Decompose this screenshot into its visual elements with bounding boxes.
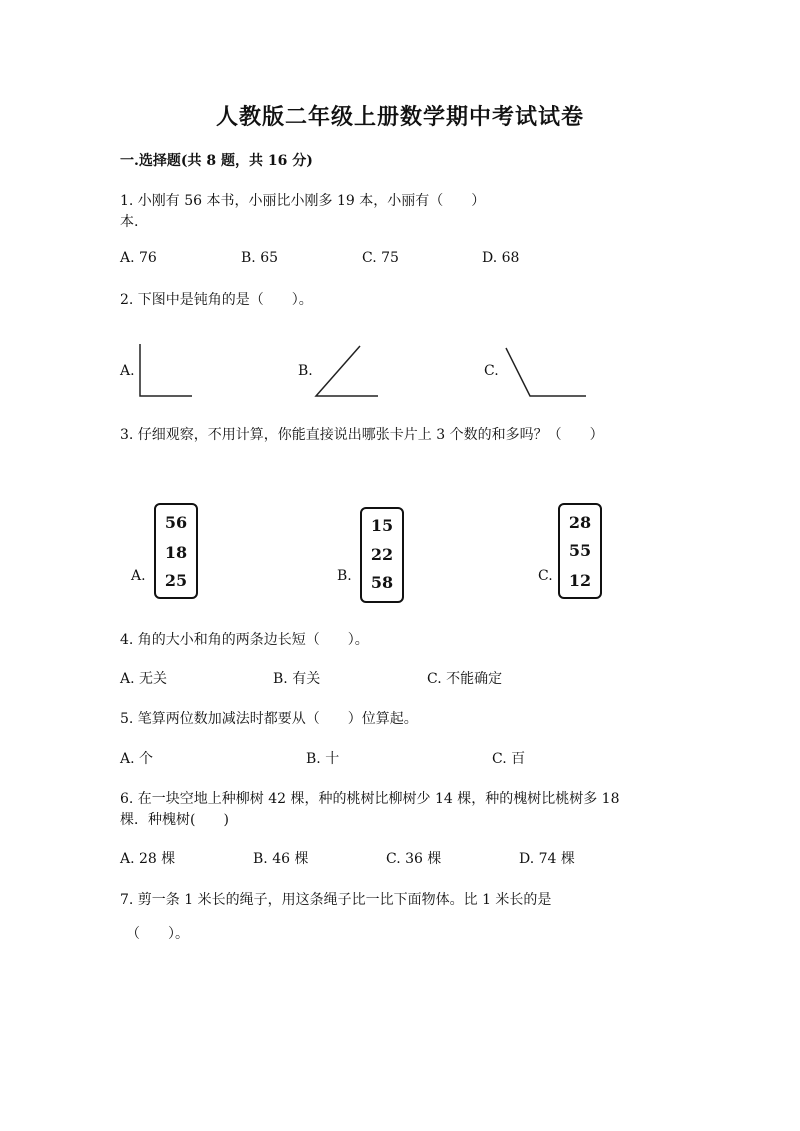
q2-option-a: A. — [120, 363, 135, 379]
q3-option-c: C. — [538, 568, 553, 584]
q2-option-b: B. — [298, 363, 313, 379]
q1-option-b: B. 65 — [241, 250, 279, 266]
card-a-number-1: 56 — [164, 513, 188, 532]
question-7-line-1: 7. 剪一条 1 米长的绳子，用这条绳子比一比下面物体。比 1 米长的是 — [120, 892, 552, 908]
card-c-number-1: 28 — [568, 513, 592, 532]
question-5: 5. 笔算两位数加减法时都要从（ ）位算起。 — [120, 711, 418, 727]
card-c-number-2: 55 — [568, 541, 592, 560]
question-1-line-2: 本. — [120, 214, 139, 230]
q1-option-c: C. 75 — [362, 250, 399, 266]
section-heading: 一.选择题(共 8 题，共 16 分) — [120, 153, 313, 169]
q2-option-c: C. — [484, 363, 499, 379]
card-c-number-3: 12 — [568, 571, 592, 590]
question-6-line-2: 棵．种槐树( ) — [120, 812, 229, 828]
card-b-number-1: 15 — [370, 516, 394, 535]
question-3: 3. 仔细观察，不用计算，你能直接说出哪张卡片上 3 个数的和多吗？（ ） — [120, 427, 604, 443]
number-card-b — [360, 507, 404, 603]
exam-title: 人教版二年级上册数学期中考试试卷 — [215, 104, 584, 130]
question-7-line-2: （ ）。 — [126, 926, 189, 942]
question-1-line-1: 1. 小刚有 56 本书，小丽比小刚多 19 本，小丽有（ ） — [120, 193, 486, 209]
q3-option-a: A. — [131, 568, 146, 584]
card-b-number-3: 58 — [370, 573, 394, 592]
q4-option-c: C. 不能确定 — [427, 671, 503, 687]
card-a-number-3: 25 — [164, 571, 188, 590]
number-card-a — [154, 503, 198, 599]
q5-option-b: B. 十 — [306, 751, 340, 767]
acute-angle-figure — [312, 342, 384, 402]
q1-option-d: D. 68 — [482, 250, 520, 266]
q6-option-b: B. 46 棵 — [253, 851, 309, 867]
question-4: 4. 角的大小和角的两条边长短（ ）。 — [120, 632, 369, 648]
q1-option-a: A. 76 — [120, 250, 157, 266]
q3-option-b: B. — [337, 568, 352, 584]
card-b-number-2: 22 — [370, 545, 394, 564]
obtuse-angle-figure — [500, 344, 592, 402]
question-6-line-1: 6. 在一块空地上种柳树 42 棵，种的桃树比柳树少 14 棵，种的槐树比桃树多 18 — [120, 791, 620, 807]
q6-option-a: A. 28 棵 — [120, 851, 176, 867]
question-2: 2. 下图中是钝角的是（ ）。 — [120, 292, 313, 308]
q6-option-c: C. 36 棵 — [386, 851, 442, 867]
card-a-number-2: 18 — [164, 543, 188, 562]
q4-option-a: A. 无关 — [120, 671, 168, 687]
right-angle-figure — [136, 340, 196, 402]
q6-option-d: D. 74 棵 — [519, 851, 575, 867]
q4-option-b: B. 有关 — [273, 671, 321, 687]
q5-option-a: A. 个 — [120, 751, 154, 767]
number-card-c — [558, 503, 602, 599]
q5-option-c: C. 百 — [492, 751, 526, 767]
